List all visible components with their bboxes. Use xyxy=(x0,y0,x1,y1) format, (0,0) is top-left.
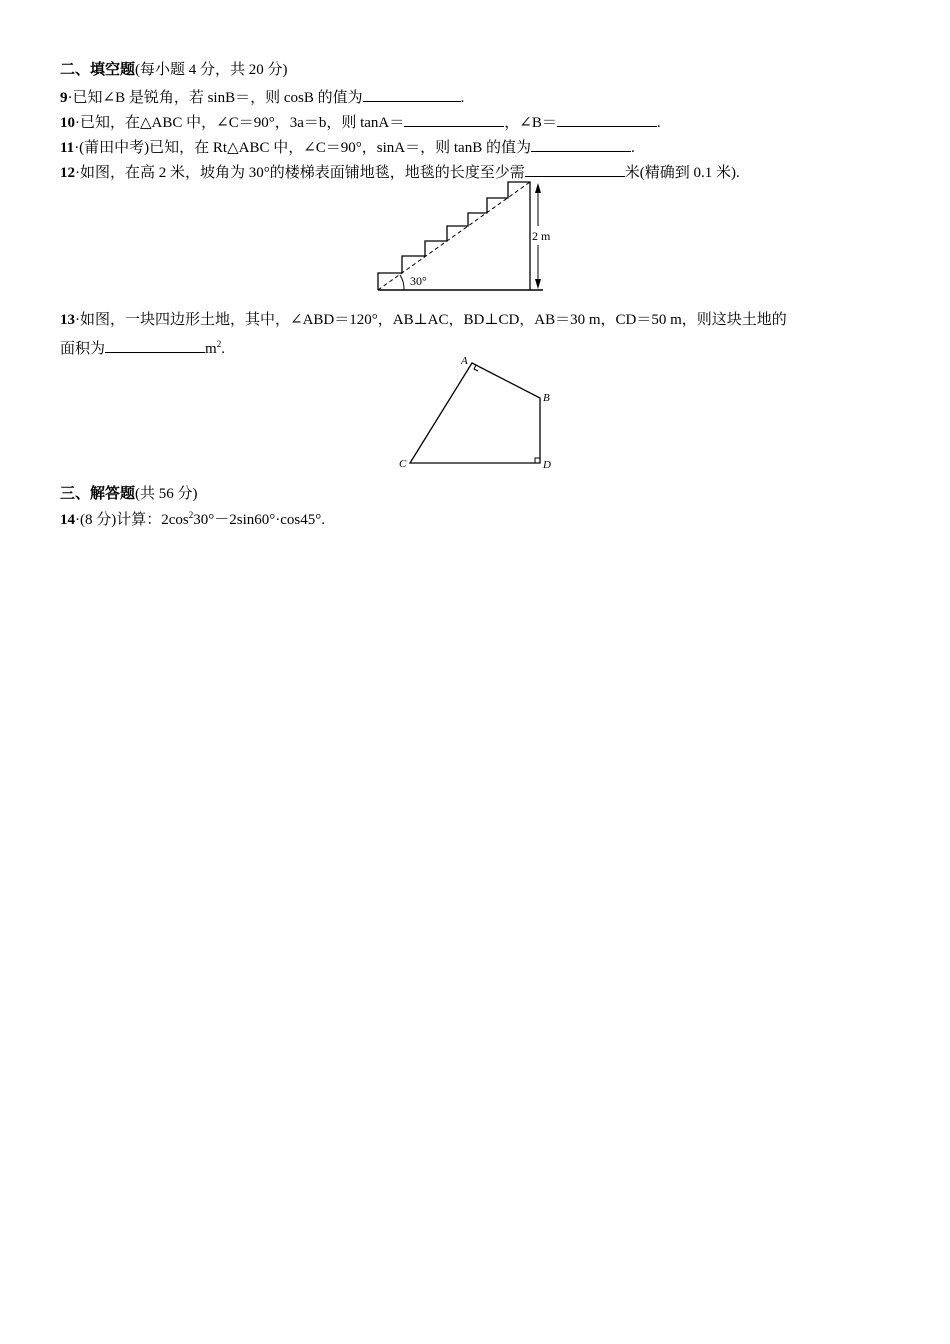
question-text: 米(精确到 0.1 米). xyxy=(624,165,740,181)
section3-heading xyxy=(60,485,198,503)
section-note: (共 56 分) xyxy=(135,486,198,502)
quadrilateral-ABDC xyxy=(410,363,540,463)
vertex-label-C: C xyxy=(399,458,407,470)
unit: m xyxy=(205,341,217,357)
right-angle-mark-D xyxy=(535,458,540,463)
unit-superscript: 2 xyxy=(216,339,222,349)
section-title: 三、解答题 xyxy=(60,486,136,502)
question-text: 30°－2sin60°·cos45°. xyxy=(193,512,325,528)
question-text: . xyxy=(656,115,661,131)
section-title: 二、填空题 xyxy=(60,62,136,78)
vertex-label-D: D xyxy=(543,459,551,471)
question-text: 面积为 xyxy=(60,341,106,357)
question-14 xyxy=(60,511,325,529)
angle-label: 30° xyxy=(410,274,427,288)
question-text: . xyxy=(221,341,225,357)
question-number: 10 xyxy=(60,115,75,131)
section-note: (每小题 4 分，共 20 分) xyxy=(135,62,288,78)
vertex-label-A: A xyxy=(461,355,468,367)
question-text: ·如图，在高 2 米，坡角为 30°的楼梯表面铺地毯，地毯的长度至少需 xyxy=(75,165,525,181)
question-text: ·如图，一块四边形土地，其中，∠ABD＝120°，AB⊥AC，BD⊥CD，AB＝30 m，CD＝50 m，则这块土地的 xyxy=(75,312,787,328)
question-text: ·已知∠B 是锐角，若 sinB＝，则 cosB 的值为 xyxy=(67,90,363,106)
question-text: . xyxy=(460,90,465,106)
question-text: ·(莆田中考)已知，在 Rt△ABC 中，∠C＝90°，sinA＝，则 tanB 的值为 xyxy=(74,140,531,156)
quadrilateral-figure xyxy=(0,0,950,480)
question-text: . xyxy=(630,140,635,156)
question-number: 9 xyxy=(60,90,68,106)
question-number: 11 xyxy=(60,140,75,156)
height-label: 2 m xyxy=(532,229,551,243)
question-text: ，∠B＝ xyxy=(504,115,557,131)
question-number: 13 xyxy=(60,312,75,328)
question-number: 12 xyxy=(60,165,75,181)
superscript: 2 xyxy=(188,510,194,520)
vertex-label-B: B xyxy=(543,392,550,404)
question-text: ·已知，在△ABC 中，∠C＝90°，3a＝b，则 tanA＝ xyxy=(75,115,405,131)
question-number: 14 xyxy=(60,512,75,528)
question-text: ·(8 分)计算：2cos xyxy=(75,512,189,528)
